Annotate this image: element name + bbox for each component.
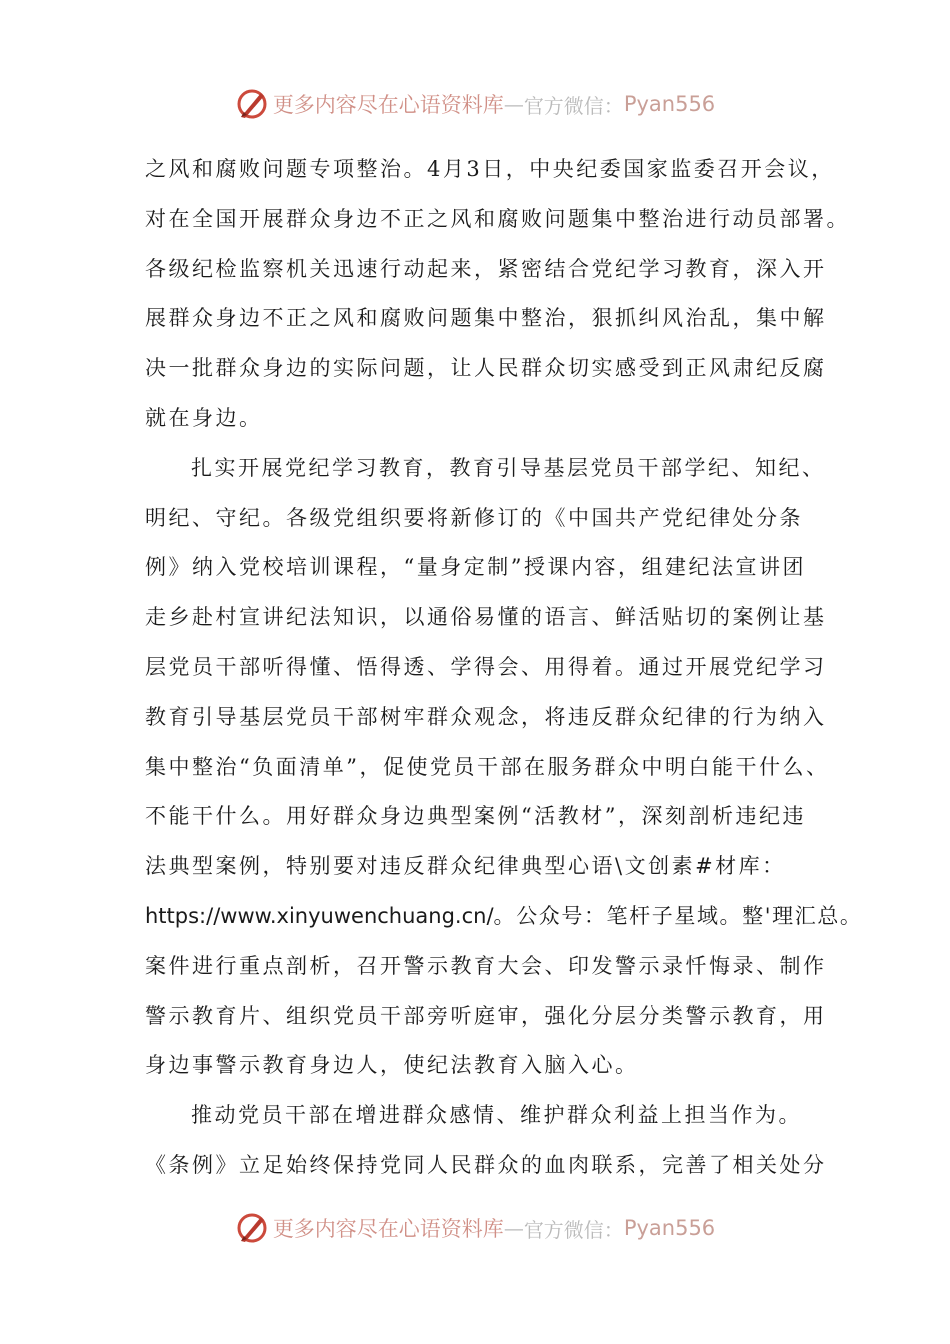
pen-logo-icon [235,87,269,121]
text-line: 警示教育片、组织党员干部旁听庭审，强化分层分类警示教育，用 [145,1003,827,1028]
header-dash: — [503,92,524,116]
footer-wechat-label: 官方微信： [523,1217,624,1242]
url-line [145,892,863,942]
text-line: 例》纳入党校培训课程，“量身定制”授课内容，组建纪法宣讲团 [145,555,806,580]
text-line: 案件进行重点剖析，召开警示教育大会、印发警示录忏悔录、制作 [145,953,827,978]
header-wechat-id: Pyan556 [623,92,716,116]
text-line: 就在身边。 [145,405,263,430]
text-line: 集中整治“负面清单”，促使党员干部在服务群众中明白能干什么、 [145,754,830,779]
text-line: 法典型案例，特别要对违反群众纪律典型心语\文创素#材库： [145,854,786,879]
header-watermark [0,84,950,124]
text-line: 各级纪检监察机关迅速行动起来，紧密结合党纪学习教育，深入开 [145,256,827,281]
footer-site-name: 更多内容尽在心语资料库 [272,1217,504,1241]
pen-logo-icon [235,1211,269,1245]
footer-dash: — [503,1216,524,1240]
footer-watermark [0,1208,950,1248]
document-body [145,145,863,1191]
text-line: 对在全国开展群众身边不正之风和腐败问题集中整治进行动员部署。 [145,206,850,231]
text-line: 明纪、守纪。各级党组织要将新修订的《中国共产党纪律处分条 [145,505,803,530]
header-wechat-label: 官方微信： [523,93,624,118]
footer-wechat-id: Pyan556 [623,1216,716,1240]
text-line: 不能干什么。用好群众身边典型案例“活教材”，深刻剖析违纪违 [145,804,806,829]
text-line: 教育引导基层党员干部树牢群众观念，将违反群众纪律的行为纳入 [145,704,827,729]
paragraph-start-line: 推动党员干部在增进群众感情、维护群众利益上担当作为。 [191,1103,802,1128]
text-line: 《条例》立足始终保持党同人民群众的血肉联系，完善了相关处分 [145,1152,827,1177]
url-text: https://www.xinyuwenchuang.cn/ [145,903,494,928]
text-line: 决一批群众身边的实际问题，让人民群众切实感受到正风肃纪反腐 [145,356,827,381]
text-line: 走乡赴村宣讲纪法知识，以通俗易懂的语言、鲜活贴切的案例让基 [145,605,827,630]
text-line: 之风和腐败问题专项整治。4月3日，中央纪委国家监委召开会议， [145,157,835,181]
text-line: 身边事警示教育身边人，使纪法教育入脑入心。 [145,1053,639,1078]
text-line: 层党员干部听得懂、悟得透、学得会、用得着。通过开展党纪学习 [145,654,827,679]
paragraph-start-line: 扎实开展党纪学习教育，教育引导基层党员干部学纪、知纪、 [191,455,826,480]
text-line: 展群众身边不正之风和腐败问题集中整治，狠抓纠风治乱，集中解 [145,306,827,331]
url-line-tail: 。公众号：笔杆子星域。整'理汇总。 [493,903,863,928]
header-site-name: 更多内容尽在心语资料库 [272,93,504,117]
